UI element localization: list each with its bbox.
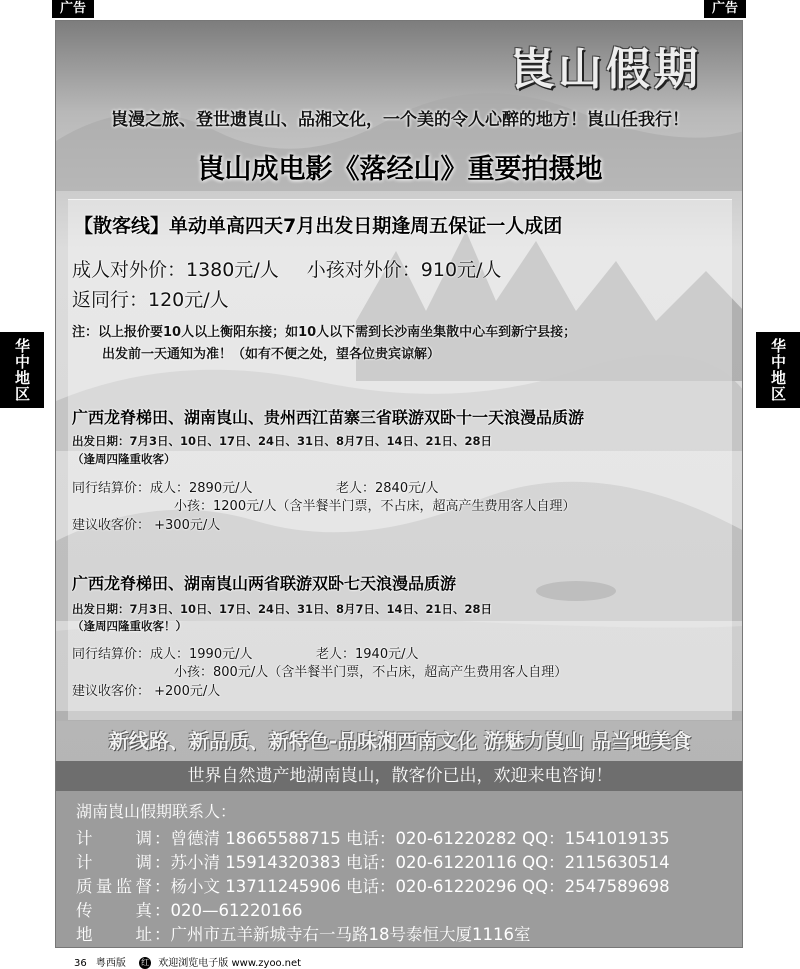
region-tab-left: 华中地区: [0, 332, 44, 408]
contact-value: ：曾德清 18665588715 电话：020-61220282 QQ：1541019135: [154, 829, 670, 848]
contact-title: 湖南崀山假期联系人：: [76, 802, 237, 821]
tour-2-title: 广西龙脊梯田、湖南崀山两省联游双卧七天浪漫品质游: [72, 574, 457, 593]
brand-title: 崀山假期: [510, 44, 702, 95]
note-line-1: 注：以上报价要10人以上衡阳东接；如10人以下需到长沙南坐集散中心车到新宁县接；: [72, 325, 577, 340]
tour-1-dates-note: （逢周四隆重收客）: [72, 452, 176, 466]
edition-label: 粤西版: [95, 958, 126, 969]
publication-logo-icon: 红: [141, 958, 150, 967]
tour-1-settle-senior: 老人：2840元/人: [336, 481, 439, 496]
contact-section: [56, 791, 743, 948]
adult-price: 成人对外价：1380元/人: [72, 259, 279, 281]
ad-tag-left: 广告: [52, 0, 94, 18]
headline: 崀山成电影《落经山》重要拍摄地: [197, 154, 603, 185]
contact-row: [76, 897, 302, 921]
note-line-2: 出发前一天通知为准！（如有不便之处，望各位贵宾谅解）: [102, 347, 441, 362]
tour-2-dates-note: （逢周四隆重收客！）: [72, 619, 187, 633]
contact-row: [76, 921, 531, 945]
contact-value: ：020—61220166: [154, 901, 303, 920]
price-line: [72, 255, 501, 282]
tour-1-settle-child: 小孩：1200元/人（含半餐半门票，不占床，超高产生费用客人自理）: [174, 499, 576, 514]
contact-value: ：广州市五羊新城寺右一马路18号泰恒大厦1116室: [154, 925, 531, 944]
tour-2-dates: 出发日期：7月3日、10日、17日、24日、31日、8月7日、14日、21日、28日: [72, 602, 493, 616]
contact-row: [76, 849, 670, 873]
child-price: 小孩对外价：910元/人: [306, 259, 502, 281]
tour-1-dates: 出发日期：7月3日、10日、17日、24日、31日、8月7日、14日、21日、28日: [72, 434, 493, 448]
contact-label: 地址: [76, 925, 152, 944]
tour-1-settle-adult: 同行结算价：成人：2890元/人: [72, 481, 253, 496]
advertisement: [55, 20, 743, 948]
route-title: 【散客线】单动单高四天7月出发日期逢周五保证一人成团: [74, 215, 563, 237]
contact-label: 传真: [76, 901, 152, 920]
ad-tag-right: 广告: [704, 0, 746, 18]
website-link[interactable]: 欢迎浏览电子版 www.zyoo.net: [158, 958, 302, 969]
announcement-bar: 世界自然遗产地湖南崀山，散客价已出，欢迎来电咨询！: [56, 761, 743, 791]
contact-label: 计调: [76, 853, 152, 872]
contact-label: 计调: [76, 829, 152, 848]
footer-slogan: 新线路、新品质、新特色-品味湘西南文化 游魅力崀山 品当地美食: [108, 729, 692, 753]
tour-2-settle-senior: 老人：1940元/人: [316, 647, 419, 662]
peer-price: 返同行：120元/人: [72, 289, 229, 311]
slogan: 崀漫之旅、登世遗崀山、品湘文化，一个美的令人心醉的地方！崀山任我行！: [111, 110, 689, 130]
contact-row: [76, 825, 670, 849]
contact-label: 质量监督: [76, 877, 152, 896]
tour-2-settle-child: 小孩：800元/人（含半餐半门票，不占床，超高产生费用客人自理）: [174, 665, 568, 680]
tour-2-suggest: 建议收客价： +200元/人: [72, 684, 221, 699]
tour-2-settle-adult: 同行结算价：成人：1990元/人: [72, 647, 253, 662]
contact-value: ：苏小清 15914320383 电话：020-61220116 QQ：2115630514: [154, 853, 670, 872]
contact-value: ：杨小文 13711245906 电话：020-61220296 QQ：2547589698: [154, 877, 670, 896]
tour-1-suggest: 建议收客价： +300元/人: [72, 518, 221, 533]
page-number: 36: [74, 958, 87, 969]
page-footer: [74, 954, 301, 969]
region-tab-right: 华中地区: [756, 332, 800, 408]
contact-row: [76, 873, 670, 897]
tour-1-title: 广西龙脊梯田、湖南崀山、贵州西江苗寨三省联游双卧十一天浪漫品质游: [72, 408, 585, 427]
